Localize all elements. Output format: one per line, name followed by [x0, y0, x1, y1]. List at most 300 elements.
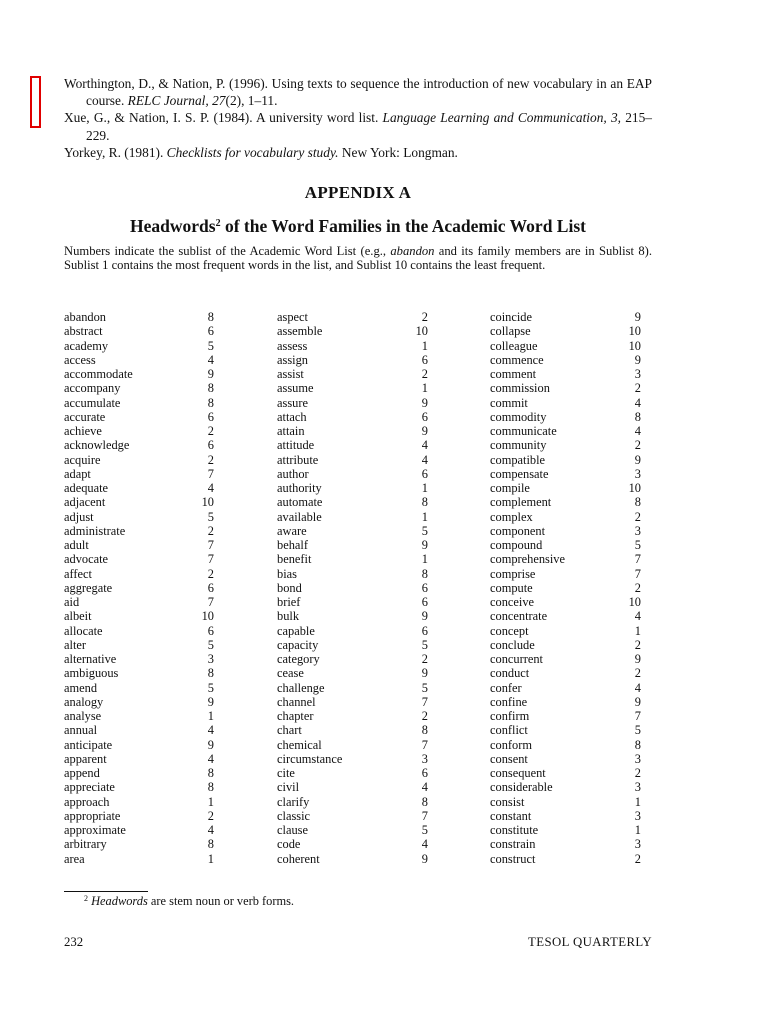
word-row [277, 723, 428, 737]
sublist-number: 9 [207, 367, 214, 381]
word-row [490, 752, 641, 766]
intro-example-word: abandon [390, 244, 435, 258]
sublist-number: 4 [634, 424, 641, 438]
sublist-number: 7 [634, 709, 641, 723]
word-row [277, 666, 428, 680]
headword: administrate [64, 523, 126, 538]
sublist-number: 8 [207, 381, 214, 396]
headword: abandon [64, 310, 106, 324]
headword: area [64, 851, 85, 866]
headword: compensate [490, 466, 549, 481]
word-row [64, 852, 214, 866]
sublist-number: 4 [207, 481, 214, 495]
word-row [64, 809, 214, 823]
sublist-number: 6 [421, 766, 428, 780]
sublist-number: 2 [207, 523, 214, 538]
word-row [64, 310, 214, 324]
word-row [490, 823, 641, 837]
headword: commence [490, 352, 544, 367]
sublist-number: 5 [421, 637, 428, 652]
word-row [64, 681, 214, 695]
sublist-number: 6 [207, 409, 214, 424]
headword: comment [490, 367, 537, 381]
headword: compound [490, 538, 543, 552]
word-row [64, 424, 214, 438]
sublist-number: 10 [201, 495, 214, 510]
headword: compile [490, 481, 530, 495]
ref-pages: 215–229. [86, 110, 652, 143]
word-row [277, 823, 428, 837]
word-row [490, 666, 641, 680]
sublist-number: 5 [207, 338, 214, 353]
headword: comprise [490, 566, 536, 581]
sublist-number: 2 [421, 652, 428, 666]
headword: community [490, 438, 547, 453]
selection-highlight-box [30, 76, 41, 128]
sublist-number: 7 [207, 466, 214, 481]
word-row [490, 552, 641, 566]
word-row [490, 510, 641, 524]
headword: concept [490, 623, 529, 638]
sublist-number: 4 [207, 751, 214, 766]
headword: approach [64, 794, 110, 809]
sublist-number: 9 [634, 352, 641, 367]
headword: consequent [490, 766, 546, 780]
sublist-number: 7 [421, 694, 428, 709]
sublist-number: 1 [634, 823, 641, 837]
word-row [64, 752, 214, 766]
word-row [277, 481, 428, 495]
headword: ambiguous [64, 666, 119, 681]
sublist-number: 3 [634, 751, 641, 766]
sublist-number: 2 [421, 310, 428, 324]
sublist-number: 4 [207, 723, 214, 738]
footnote-rule [64, 891, 148, 892]
headword: consent [490, 751, 528, 766]
word-row [277, 837, 428, 851]
headword: conduct [490, 666, 530, 681]
word-row [490, 581, 641, 595]
word-row [64, 438, 214, 452]
appendix-label: APPENDIX A [304, 183, 412, 202]
headword: construct [490, 851, 536, 866]
headword: aid [64, 595, 80, 609]
sublist-number: 7 [207, 552, 214, 567]
intro-text: and its family members are in Sublist 8). Sublist 1 contains the most frequent words in the list, and Sublist 10 contains the least frequent. [64, 244, 652, 273]
headword: complex [490, 509, 533, 524]
sublist-number: 8 [421, 723, 428, 738]
sublist-number: 6 [421, 466, 428, 481]
word-row [64, 738, 214, 752]
sublist-number: 7 [207, 595, 214, 609]
word-row [490, 567, 641, 581]
word-row [277, 809, 428, 823]
word-row [490, 723, 641, 737]
sublist-number: 5 [421, 823, 428, 837]
word-row [64, 638, 214, 652]
headword: achieve [64, 424, 102, 438]
sublist-number: 6 [207, 438, 214, 453]
word-row [64, 552, 214, 566]
ref-journal: RELC Journal, [127, 93, 209, 109]
headword: analyse [64, 709, 102, 723]
headword: commodity [490, 409, 547, 424]
word-row [64, 381, 214, 395]
word-row [277, 339, 428, 353]
sublist-number: 1 [207, 851, 214, 866]
headword: acquire [64, 452, 101, 467]
word-row [64, 666, 214, 680]
headword: accommodate [64, 367, 133, 381]
sublist-number: 6 [421, 352, 428, 367]
word-row [277, 581, 428, 595]
title-text: Headwords [130, 216, 216, 236]
sublist-number: 4 [207, 823, 214, 837]
word-row [64, 453, 214, 467]
sublist-number: 4 [421, 452, 428, 467]
headword: bulk [277, 609, 300, 624]
headword: appropriate [64, 808, 121, 823]
word-row [277, 652, 428, 666]
sublist-number: 9 [634, 310, 641, 324]
ref-title: Checklists for vocabulary study. [166, 144, 339, 160]
word-row [490, 396, 641, 410]
sublist-number: 9 [421, 424, 428, 438]
headword: analogy [64, 694, 104, 709]
sublist-number: 6 [421, 623, 428, 638]
reference-entry [64, 109, 652, 143]
headword: code [277, 837, 301, 852]
word-row [277, 324, 428, 338]
headword: coherent [277, 851, 320, 866]
sublist-number: 9 [421, 395, 428, 410]
sublist-number: 5 [207, 680, 214, 695]
headword: communicate [490, 424, 557, 438]
word-row [490, 367, 641, 381]
ref-volume: 3, [606, 110, 622, 126]
headword: commit [490, 395, 528, 410]
word-row [490, 453, 641, 467]
headword: capable [277, 623, 315, 638]
ref-text: Worthington, D., & Nation, P. (1996). Using texts to sequence the introduction of new vocabulary in an EAP course. [64, 76, 652, 109]
word-row [64, 339, 214, 353]
word-row [490, 709, 641, 723]
headword: behalf [277, 538, 308, 552]
headword: adjust [64, 509, 94, 524]
sublist-number: 9 [421, 538, 428, 552]
sublist-number: 2 [634, 580, 641, 595]
word-row [277, 381, 428, 395]
word-row [277, 524, 428, 538]
ref-publisher: New York: Longman. [338, 144, 458, 160]
word-row [490, 795, 641, 809]
headword: comprehensive [490, 552, 566, 567]
sublist-number: 7 [634, 552, 641, 567]
sublist-number: 8 [207, 666, 214, 681]
page-number: 232 [64, 935, 84, 949]
word-row [490, 495, 641, 509]
sublist-number: 10 [628, 595, 641, 609]
word-row [277, 595, 428, 609]
word-row [490, 339, 641, 353]
sublist-number: 8 [207, 837, 214, 852]
sublist-number: 6 [207, 324, 214, 339]
word-row [277, 780, 428, 794]
footnote-marker: 2 [84, 894, 88, 903]
headword: coincide [490, 310, 532, 324]
sublist-number: 1 [207, 709, 214, 723]
word-row [490, 353, 641, 367]
word-row [277, 510, 428, 524]
word-row [490, 467, 641, 481]
word-row [277, 367, 428, 381]
word-row [277, 752, 428, 766]
sublist-number: 5 [421, 680, 428, 695]
word-row [64, 595, 214, 609]
sublist-number: 2 [634, 438, 641, 453]
headword: category [277, 652, 320, 666]
sublist-number: 4 [421, 780, 428, 795]
word-row [64, 495, 214, 509]
sublist-number: 2 [207, 808, 214, 823]
word-row [64, 324, 214, 338]
headword: aware [277, 523, 307, 538]
word-row [64, 353, 214, 367]
sublist-number: 8 [207, 780, 214, 795]
headword: conform [490, 737, 532, 752]
word-row [277, 396, 428, 410]
sublist-number: 8 [207, 395, 214, 410]
word-row [64, 609, 214, 623]
sublist-number: 1 [634, 623, 641, 638]
headword: advocate [64, 552, 109, 567]
headword: bond [277, 580, 302, 595]
sublist-number: 4 [634, 609, 641, 624]
headword: assume [277, 381, 314, 396]
headword: annual [64, 723, 98, 738]
sublist-number: 8 [634, 495, 641, 510]
headword: clarify [277, 794, 310, 809]
headword: assign [277, 352, 308, 367]
headword: civil [277, 780, 300, 795]
sublist-number: 4 [634, 680, 641, 695]
footnote [84, 894, 294, 909]
headword: academy [64, 338, 109, 353]
sublist-number: 7 [634, 566, 641, 581]
references-list [64, 75, 652, 161]
headword: benefit [277, 552, 312, 567]
word-row [277, 538, 428, 552]
headword: chapter [277, 709, 314, 723]
headword: attach [277, 409, 307, 424]
word-row [277, 353, 428, 367]
headword: constrain [490, 837, 536, 852]
word-row [490, 310, 641, 324]
word-row [64, 823, 214, 837]
word-row [490, 780, 641, 794]
headword: apparent [64, 751, 107, 766]
word-row [490, 681, 641, 695]
word-row [490, 738, 641, 752]
reference-entry [64, 75, 652, 109]
headword: adapt [64, 466, 91, 481]
word-row [277, 738, 428, 752]
headword: circumstance [277, 751, 343, 766]
word-row [64, 396, 214, 410]
ref-text: Xue, G., & Nation, I. S. P. (1984). A university word list. [64, 110, 383, 126]
headword: alter [64, 637, 87, 652]
headword: adjacent [64, 495, 106, 510]
sublist-number: 4 [421, 438, 428, 453]
sublist-number: 3 [634, 808, 641, 823]
ref-volume: 27 [208, 93, 226, 109]
sublist-number: 3 [634, 523, 641, 538]
sublist-number: 6 [421, 595, 428, 609]
ref-journal: Language Learning and Communication, [382, 110, 607, 126]
sublist-number: 4 [421, 837, 428, 852]
sublist-number: 1 [421, 509, 428, 524]
headword: albeit [64, 609, 92, 624]
sublist-number: 10 [201, 609, 214, 624]
sublist-number: 5 [421, 523, 428, 538]
word-row [490, 438, 641, 452]
sublist-number: 8 [207, 766, 214, 780]
sublist-number: 5 [207, 637, 214, 652]
word-row [277, 310, 428, 324]
headword: colleague [490, 338, 538, 353]
sublist-number: 1 [421, 381, 428, 396]
headword: commission [490, 381, 550, 396]
sublist-number: 3 [634, 367, 641, 381]
word-row [277, 852, 428, 866]
headword: automate [277, 495, 323, 510]
appendix-title [64, 216, 652, 237]
sublist-number: 2 [634, 637, 641, 652]
headword: clause [277, 823, 308, 837]
headword: concentrate [490, 609, 548, 624]
sublist-number: 9 [207, 694, 214, 709]
headword: conceive [490, 595, 535, 609]
sublist-number: 3 [634, 780, 641, 795]
appendix-intro [64, 244, 652, 273]
headword: assemble [277, 324, 323, 339]
headword: confirm [490, 709, 530, 723]
word-row [277, 567, 428, 581]
word-row [490, 652, 641, 666]
word-row [277, 624, 428, 638]
word-row [277, 552, 428, 566]
word-row [490, 766, 641, 780]
sublist-number: 8 [207, 310, 214, 324]
headword: cease [277, 666, 304, 681]
intro-text: Numbers indicate the sublist of the Academic Word List (e.g., [64, 244, 391, 258]
word-row [490, 609, 641, 623]
sublist-number: 10 [415, 324, 428, 339]
sublist-number: 5 [634, 538, 641, 552]
word-row [64, 652, 214, 666]
word-row [64, 795, 214, 809]
ref-pages: (2), 1–11. [225, 93, 278, 109]
word-row [277, 709, 428, 723]
headword: aspect [277, 310, 308, 324]
headword: abstract [64, 324, 103, 339]
sublist-number: 2 [634, 381, 641, 396]
headword: assure [277, 395, 308, 410]
word-row [64, 766, 214, 780]
sublist-number: 3 [207, 652, 214, 666]
word-row [64, 367, 214, 381]
sublist-number: 4 [207, 352, 214, 367]
sublist-number: 2 [207, 424, 214, 438]
word-row [490, 809, 641, 823]
word-row [490, 524, 641, 538]
headword: access [64, 352, 96, 367]
headword: consist [490, 794, 525, 809]
sublist-number: 8 [634, 737, 641, 752]
ref-text: Yorkey, R. (1981). [64, 144, 167, 160]
word-row [64, 695, 214, 709]
word-row [490, 852, 641, 866]
sublist-number: 7 [421, 737, 428, 752]
sublist-number: 8 [421, 495, 428, 510]
sublist-number: 8 [421, 566, 428, 581]
headword: alternative [64, 652, 117, 666]
headword: append [64, 766, 100, 780]
sublist-number: 6 [421, 409, 428, 424]
headword: chart [277, 723, 302, 738]
word-column-3 [490, 310, 641, 866]
word-column-2 [277, 310, 428, 866]
word-row [277, 467, 428, 481]
sublist-number: 7 [421, 808, 428, 823]
headword: affect [64, 566, 92, 581]
word-row [64, 467, 214, 481]
word-row [64, 723, 214, 737]
sublist-number: 6 [207, 623, 214, 638]
sublist-number: 2 [634, 509, 641, 524]
sublist-number: 2 [207, 566, 214, 581]
sublist-number: 3 [634, 837, 641, 852]
word-row [277, 438, 428, 452]
headword: author [277, 466, 309, 481]
sublist-number: 2 [634, 766, 641, 780]
word-row [490, 424, 641, 438]
word-row [490, 538, 641, 552]
word-row [64, 624, 214, 638]
headword: accompany [64, 381, 121, 396]
sublist-number: 8 [634, 409, 641, 424]
word-row [490, 695, 641, 709]
sublist-number: 10 [628, 324, 641, 339]
word-row [277, 453, 428, 467]
sublist-number: 10 [628, 481, 641, 495]
sublist-number: 9 [634, 652, 641, 666]
headword: confer [490, 680, 522, 695]
headword: channel [277, 694, 316, 709]
headword: arbitrary [64, 837, 107, 852]
headword: attitude [277, 438, 315, 453]
word-row [64, 567, 214, 581]
headword: compute [490, 580, 533, 595]
word-row [277, 766, 428, 780]
sublist-number: 1 [421, 338, 428, 353]
sublist-number: 2 [634, 851, 641, 866]
headword: brief [277, 595, 301, 609]
sublist-number: 9 [421, 666, 428, 681]
word-row [490, 410, 641, 424]
headword: bias [277, 566, 297, 581]
headword: complement [490, 495, 552, 510]
